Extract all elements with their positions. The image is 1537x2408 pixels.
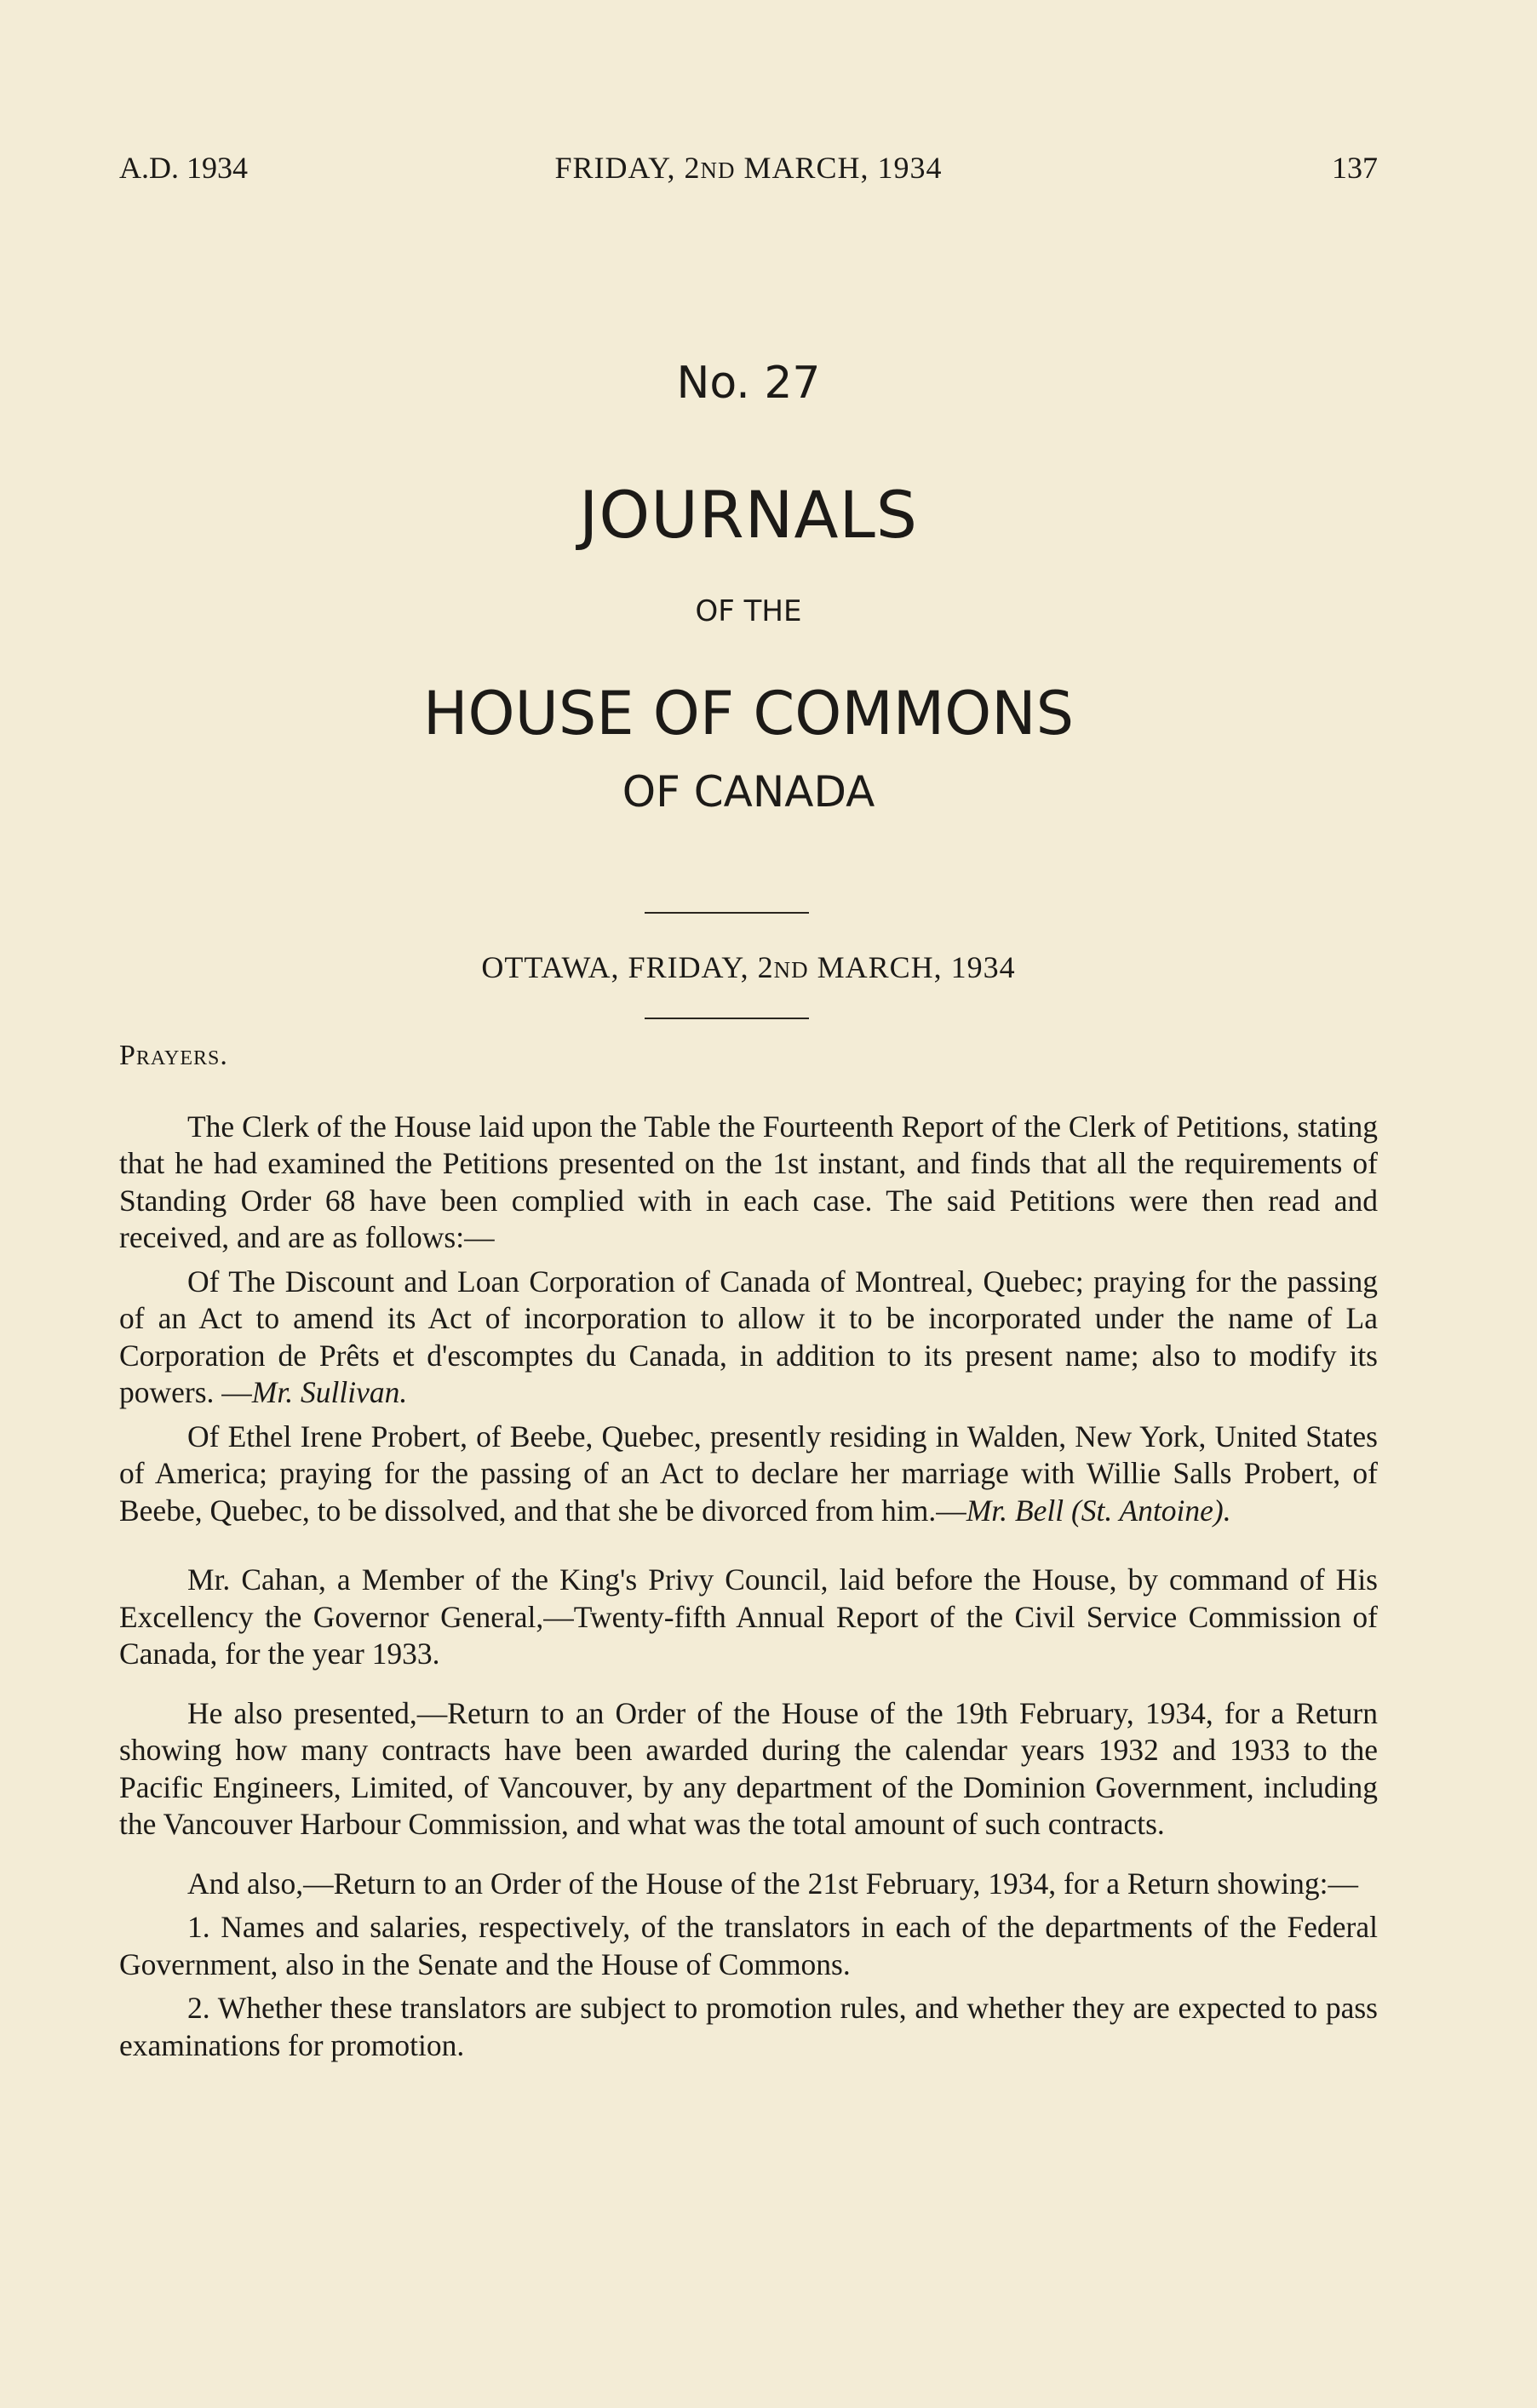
petition-probert [119, 1419, 1378, 1530]
title-house-of-commons: HOUSE OF COMMONS [422, 679, 1075, 748]
running-head-year: A.D. 1934 [119, 151, 248, 185]
dateline [119, 949, 1378, 985]
running-head-date-ordinal: ND [700, 158, 736, 183]
title-of-the: OF THE [695, 594, 802, 628]
running-head-date [119, 150, 1378, 186]
civil-service-report-paragraph: Mr. Cahan, a Member of the King's Privy Council, laid before the House, by command of His Excellency the Governor General,—Twenty-fifth Annual Report of the Civil Service Commission of Canada, for the year 1933. [119, 1562, 1378, 1671]
title-of-canada: OF CANADA [622, 767, 875, 817]
translators-return-paragraph: And also,—Return to an Order of the House of the 21st February, 1934, for a Return showing:— [187, 1866, 1359, 1901]
petition-probert-mover: Mr. Bell (St. Antoine). [966, 1493, 1231, 1528]
petition-probert-text: Of Ethel Irene Probert, of Beebe, Quebec, presently residing in Walden, New York, United States of America; praying for the passing of an Act to declare her marriage with Willie Salls Probert, of Beebe, Quebec, to be dissolved, and that she be divorced from him.— [119, 1419, 1378, 1528]
pacific-engineers-return-paragraph: He also presented,—Return to an Order of the House of the 19th February, 1934, for a Return showing how many contracts have been awarded during the calendar years 1932 and 1933 to the Pacific Engineers, Limited, of Vancouver, by any department of the Dominion Government, including the Vancouver Harbour Commission, and what was the total amount of such contracts. [119, 1695, 1378, 1841]
petition-discount-loan-mover: Mr. Sullivan. [251, 1375, 408, 1409]
petition-discount-loan [119, 1264, 1378, 1412]
page-number: 137 [1332, 151, 1378, 185]
issue-number: No. 27 [676, 358, 821, 409]
list-item: 1. Names and salaries, respectively, of the translators in each of the departments of the Federal Government, also in the Senate and the House of Commons. [119, 1910, 1378, 1981]
prayers-heading: Prayers. [119, 1040, 228, 1071]
journal-body [119, 1037, 1378, 2064]
petition-discount-loan-text: Of The Discount and Loan Corporation of Canada of Montreal, Quebec; praying for the passing of an Act to amend its Act of incorporation to allow it to be incorporated under the name of La Corporation de Prêts et d'escomptes du Canada, in addition to its present name; also to modify its powers. — [119, 1264, 1378, 1409]
journal-title: JOURNALS [578, 477, 919, 553]
list-item: 2. Whether these translators are subject to promotion rules, and whether they are expected to pass examinations for promotion. [119, 1991, 1378, 2062]
running-head-date-post: MARCH, 1934 [735, 151, 943, 185]
running-head-date-pre: FRIDAY, 2 [554, 151, 701, 185]
dateline-post: MARCH, 1934 [808, 950, 1016, 984]
divider-top [645, 912, 809, 914]
masthead [119, 358, 1378, 817]
clerk-report-paragraph: The Clerk of the House laid upon the Table the Fourteenth Report of the Clerk of Petitions, stating that he had examined the Petitions presented on the 1st instant, and finds that all the requirements of Standing Order 68 have been complied with in each case. The said Petitions were then read and received, and are as follows:— [119, 1109, 1378, 1254]
running-head [119, 150, 1378, 192]
dateline-pre: OTTAWA, FRIDAY, 2 [481, 950, 774, 984]
dateline-ordinal: ND [773, 957, 809, 983]
divider-bottom [645, 1018, 809, 1019]
